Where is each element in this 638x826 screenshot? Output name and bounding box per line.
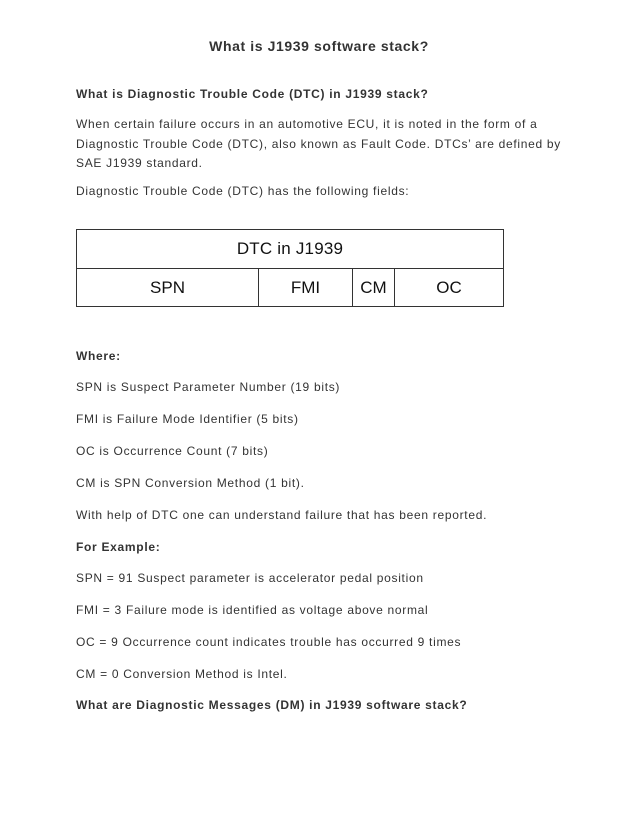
dtc-diagram-header: DTC in J1939: [236, 239, 344, 258]
example-label: For Example:: [76, 540, 161, 554]
dm-section-heading: What are Diagnostic Messages (DM) in J1939 software stack?: [76, 698, 468, 712]
dtc-intro-paragraph: When certain failure occurs in an automotive ECU, it is noted in the form of a Diagnostic Trouble Code (DTC), also known as Fault Code. DTCs’ are defined by SAE J1939 standard.: [76, 117, 561, 170]
example-item-cm: CM = 0 Conversion Method is Intel.: [76, 667, 288, 681]
dtc-field-spn: SPN: [150, 277, 185, 297]
dtc-section-heading: What is Diagnostic Trouble Code (DTC) in J1939 stack?: [76, 87, 429, 101]
dtc-fields-intro: Diagnostic Trouble Code (DTC) has the following fields:: [76, 184, 410, 198]
where-item-oc: OC is Occurrence Count (7 bits): [76, 444, 269, 458]
where-item-spn: SPN is Suspect Parameter Number (19 bits): [76, 380, 341, 394]
page-title: What is J1939 software stack?: [209, 38, 429, 54]
dtc-field-cm: CM: [360, 277, 387, 297]
example-item-fmi: FMI = 3 Failure mode is identified as voltage above normal: [76, 603, 429, 617]
where-item-fmi: FMI is Failure Mode Identifier (5 bits): [76, 412, 299, 426]
example-item-spn: SPN = 91 Suspect parameter is accelerator pedal position: [76, 571, 424, 585]
dtc-field-fmi: FMI: [290, 277, 321, 297]
dtc-diagram: [76, 229, 504, 307]
where-label: Where:: [76, 349, 121, 363]
example-item-oc: OC = 9 Occurrence count indicates trouble has occurred 9 times: [76, 635, 462, 649]
where-item-cm: CM is SPN Conversion Method (1 bit).: [76, 476, 305, 490]
dtc-field-oc: OC: [436, 277, 462, 297]
dtc-note: With help of DTC one can understand failure that has been reported.: [76, 508, 488, 522]
